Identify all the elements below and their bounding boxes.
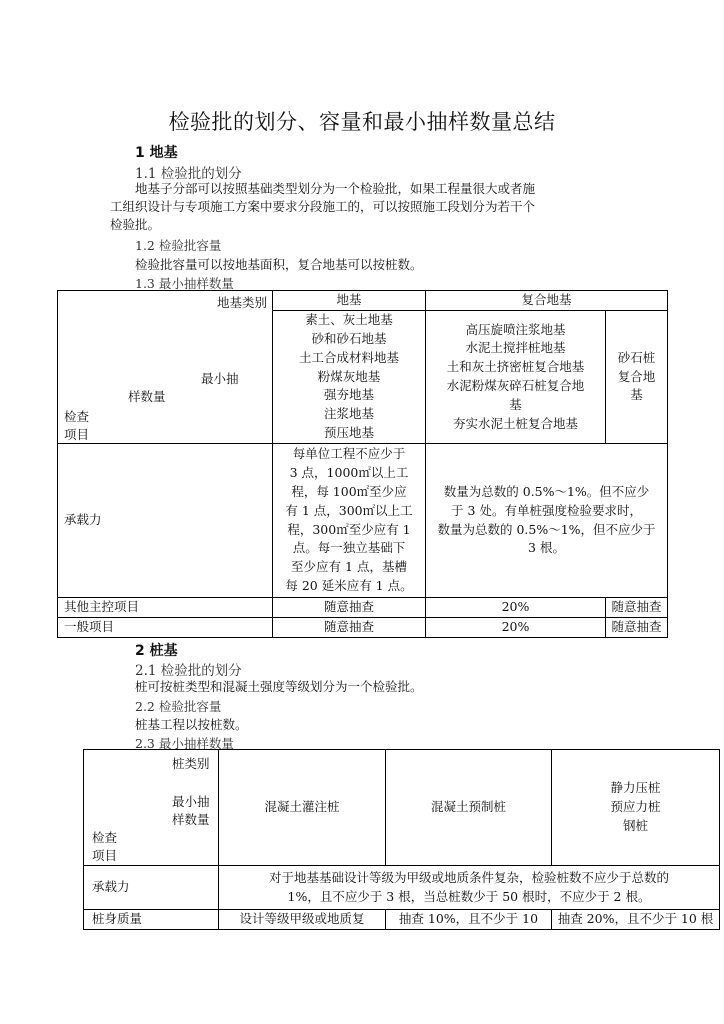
section-heading-foundation: 1 地基 [135, 145, 178, 161]
sand-pile-type: 基 [630, 387, 643, 403]
bearing-foundation-cell [273, 444, 426, 598]
composite-type: 土和灰土挤密桩复合地基 [446, 359, 585, 375]
pile-type: 静力压桩 [610, 780, 661, 796]
sand-pile-type: 复合地 [617, 368, 656, 384]
corner-min-label: 最小抽 [201, 371, 239, 386]
corner-item-label: 项目 [92, 847, 118, 863]
paragraph-line: 检验批。 [110, 217, 161, 232]
bearing-pile-cell [219, 866, 720, 910]
table-cell: 随意抽查 [273, 618, 426, 638]
composite-type: 基 [509, 396, 522, 412]
corner-item-label: 项目 [64, 427, 90, 442]
paragraph-line: 工组织设计与专项施工方案中要求分段施工的，可以按照施工段划分为若干个 [110, 199, 536, 214]
corner-min-label: 最小抽 [172, 793, 210, 809]
corner-cell [58, 291, 273, 444]
table-cell: 20% [426, 598, 606, 618]
bearing-line: 每单位工程不应少于 [292, 446, 406, 462]
corner-cell [84, 750, 219, 866]
corner-min-label: 样数量 [128, 389, 166, 404]
paragraph-line: 桩基工程以按桩数。 [135, 717, 248, 732]
foundation-type: 素土、灰土地基 [305, 312, 393, 328]
bearing-line: 于 3 处。有单桩强度检验要求时， [451, 502, 642, 518]
foundation-type: 粉煤灰地基 [317, 368, 381, 384]
corner-check-label: 检查 [64, 409, 90, 424]
table-cell: 随意抽查 [606, 618, 668, 638]
row-label-main-control: 其他主控项目 [58, 598, 273, 618]
subheading-2-2: 2.2 检验批容量 [135, 699, 222, 714]
foundation-sampling-table [57, 290, 668, 638]
pile-type: 预应力桩 [610, 799, 661, 815]
composite-type: 高压旋喷注浆地基 [465, 321, 566, 337]
bearing-composite-cell [426, 444, 668, 598]
foundation-type: 砂和砂石地基 [311, 331, 387, 347]
column-header-static-pile [552, 750, 720, 866]
subheading-2-3: 2.3 最小抽样数量 [135, 736, 234, 751]
bearing-line: 1%，且不应少于 3 根，当总桩数少于 50 根时，不应少于 2 根。 [287, 888, 651, 904]
composite-types-cell [426, 311, 606, 444]
bearing-line: 点。每一独立基础下 [292, 540, 406, 556]
foundation-types-cell [273, 311, 426, 444]
bearing-line: 数量为总数的 0.5%～1%。但不应少 [443, 483, 650, 499]
paragraph-line: 检验批容量可以按地基面积，复合地基可以按桩数。 [135, 257, 423, 272]
foundation-type: 土工合成材料地基 [298, 349, 399, 365]
bearing-line: 3 根。 [528, 540, 565, 556]
column-header-precast-pile: 混凝土预制桩 [386, 750, 552, 866]
pile-type: 钢桩 [622, 817, 648, 833]
corner-check-label: 检查 [92, 829, 118, 845]
composite-type: 水泥粉煤灰碎石桩复合地 [446, 378, 585, 394]
foundation-type: 预压地基 [323, 425, 374, 441]
bearing-line: 程，300㎡至少应有 1 [287, 521, 411, 537]
bearing-line: 3 点，1000㎡以上工 [289, 465, 409, 481]
paragraph-line: 地基子分部可以按照基础类型划分为一个检验批，如果工程量很大或者施 [135, 181, 536, 196]
subheading-2-1: 2.1 检验批的划分 [135, 663, 242, 679]
corner-category-label: 地基类别 [216, 295, 267, 310]
bearing-line: 每 20 延米应有 1 点。 [285, 577, 413, 593]
sand-pile-cell [606, 311, 668, 444]
column-header-cast-pile: 混凝土灌注桩 [219, 750, 386, 866]
subheading-1-1: 1.1 检验批的划分 [135, 166, 242, 182]
bearing-line: 数量为总数的 0.5%～1%，但不应少于 [437, 521, 656, 537]
table-cell: 抽查 20%，且不少于 10 根 [552, 910, 720, 930]
paragraph-line: 桩可按桩类型和混凝土强度等级划分为一个检验批。 [135, 679, 423, 694]
table-cell: 20% [426, 618, 606, 638]
table-cell: 随意抽查 [606, 598, 668, 618]
row-label-general: 一般项目 [58, 618, 273, 638]
page-title: 检验批的划分、容量和最小抽样数量总结 [168, 110, 556, 134]
table-cell: 设计等级甲级或地质复 [219, 910, 386, 930]
bearing-line: 对于地基基础设计等级为甲级或地质条件复杂，检验桩数不应少于总数的 [268, 869, 669, 885]
row-label-bearing: 承载力 [58, 444, 273, 598]
foundation-type: 强夯地基 [323, 387, 374, 403]
column-header-foundation: 地基 [273, 291, 426, 311]
pile-sampling-table [83, 749, 720, 930]
table-cell: 抽查 10%，且不少于 10 [386, 910, 552, 930]
section-heading-pile: 2 桩基 [135, 643, 178, 659]
subheading-1-2: 1.2 检验批容量 [135, 238, 222, 253]
column-header-composite: 复合地基 [426, 291, 668, 311]
bearing-line: 有 1 点，300㎡以上工 [285, 502, 413, 518]
corner-min-label: 样数量 [172, 811, 210, 827]
bearing-line: 程，每 100㎡至少应 [291, 483, 407, 499]
sand-pile-type: 砂石桩 [617, 349, 656, 365]
row-label-bearing: 承载力 [84, 866, 219, 910]
composite-type: 水泥土搅拌桩地基 [465, 340, 566, 356]
subheading-1-3: 1.3 最小抽样数量 [135, 276, 234, 291]
table-cell: 随意抽查 [273, 598, 426, 618]
row-label-pile-quality: 桩身质量 [84, 910, 219, 930]
corner-category-label: 桩类别 [172, 755, 210, 771]
bearing-line: 至少应有 1 点，基槽 [291, 559, 407, 575]
foundation-type: 注浆地基 [323, 406, 374, 422]
composite-type: 夯实水泥土桩复合地基 [452, 415, 578, 431]
